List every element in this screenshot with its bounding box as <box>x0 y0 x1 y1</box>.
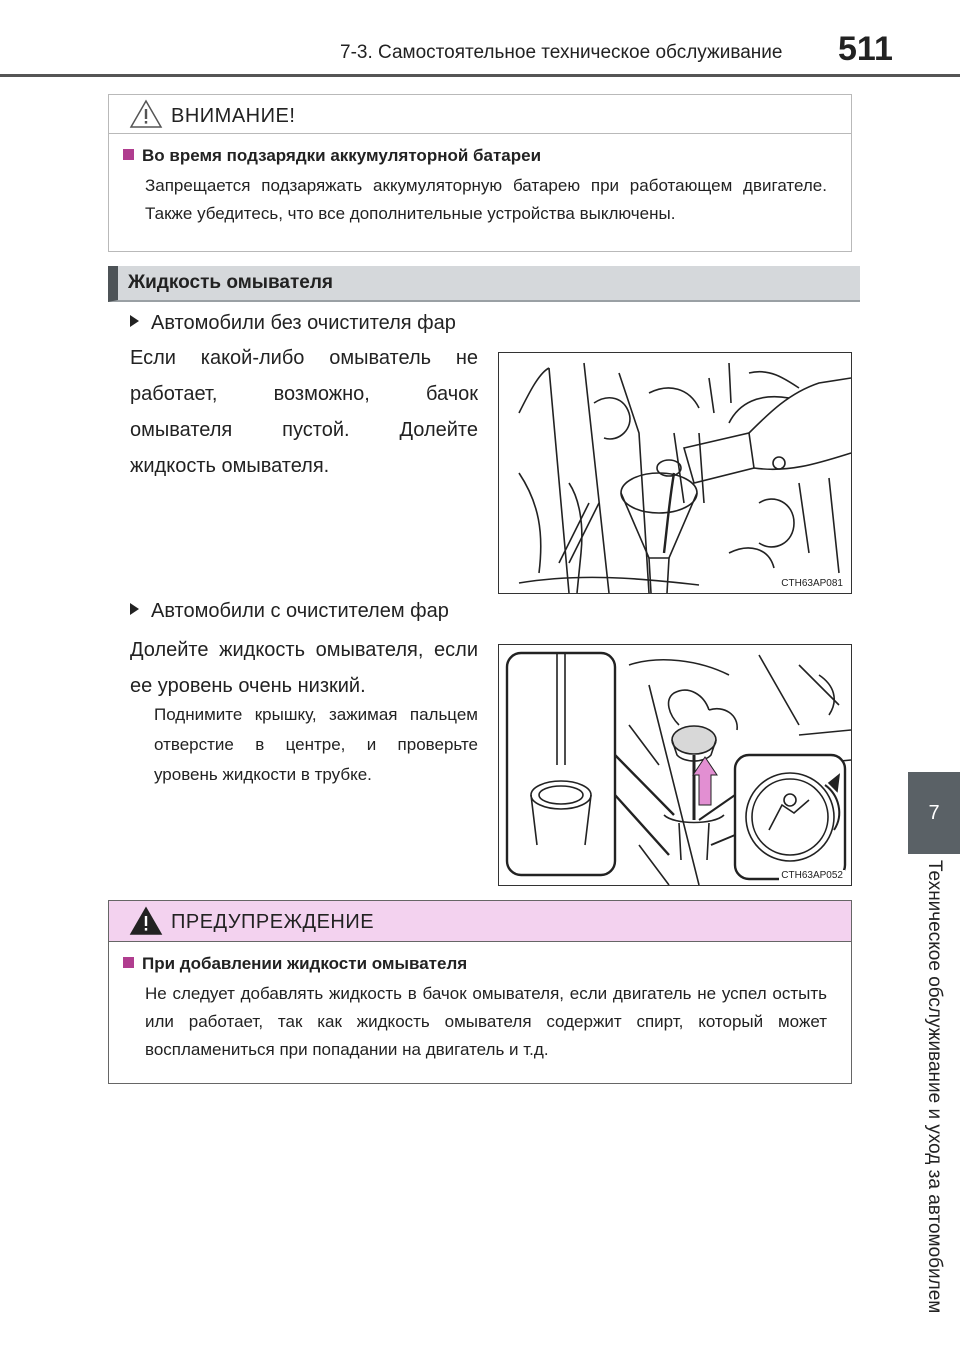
attention-subheading-text: Во время подзарядки аккумуляторной батареи <box>142 146 542 165</box>
section-heading <box>108 266 860 302</box>
case2-note: Поднимите крышку, зажимая пальцем отверстие в центре, и проверьте уровень жидкости в трубке. <box>154 705 478 784</box>
caution-triangle-icon <box>129 99 163 129</box>
figure-refill-funnel <box>498 352 852 594</box>
chapter-title-vertical: Техническое обслуживание и уход за автомобилем <box>924 860 945 1314</box>
refill-funnel-illustration <box>499 353 851 593</box>
page-number: 511 <box>838 30 893 68</box>
case2-text: Долейте жидкость омывателя, если ее уровень очень низкий. <box>130 639 478 697</box>
case2-bullet-text: Автомобили с очистителем фар <box>151 600 449 622</box>
attention-title: ВНИМАНИЕ! <box>171 105 296 127</box>
figure-fluid-level <box>498 644 852 886</box>
warning-box <box>108 900 852 1084</box>
triangle-bullet-icon <box>130 603 139 615</box>
page-header <box>0 0 960 80</box>
attention-box <box>108 94 852 252</box>
section-title: 7-3. Самостоятельное техническое обслуживание <box>340 42 783 63</box>
warning-header <box>109 901 851 942</box>
square-bullet-icon <box>123 149 134 160</box>
section-heading-text: Жидкость омывателя <box>128 272 334 293</box>
case2-bullet <box>130 600 449 623</box>
warning-triangle-icon <box>129 906 163 936</box>
chapter-number: 7 <box>928 802 940 824</box>
figure-code-1: CTH63AP081 <box>781 578 843 589</box>
square-bullet-icon <box>123 957 134 968</box>
warning-subheading-text: При добавлении жидкости омывателя <box>142 954 468 973</box>
case1-bullet-text: Автомобили без очистителя фар <box>151 312 456 334</box>
figure-code-2: CTH63AP052 <box>781 870 843 881</box>
warning-body: Не следует добавлять жидкость в бачок омывателя, если двигатель не успел остыть или работает, так как жидкость омывателя содержит спирт, который может воспламениться при попадании на двигатель и т.д. <box>145 984 827 1059</box>
warning-title: ПРЕДУПРЕЖДЕНИЕ <box>171 911 375 933</box>
attention-header <box>109 95 851 134</box>
case1-bullet <box>130 312 456 335</box>
chapter-tab[interactable] <box>908 772 960 854</box>
attention-body: Запрещается подзаряжать аккумуляторную батарею при работающем двигателе. Также убедитесь, что все дополнительные устройства выключены. <box>145 176 827 223</box>
case1-text: Если какой-либо омыватель не работает, возможно, бачок омывателя пустой. Долейте жидкость омывателя. <box>130 347 478 477</box>
warning-subheading <box>123 954 851 974</box>
header-rule <box>0 74 960 77</box>
fluid-level-illustration <box>499 645 851 885</box>
attention-subheading <box>123 146 851 166</box>
triangle-bullet-icon <box>130 315 139 327</box>
